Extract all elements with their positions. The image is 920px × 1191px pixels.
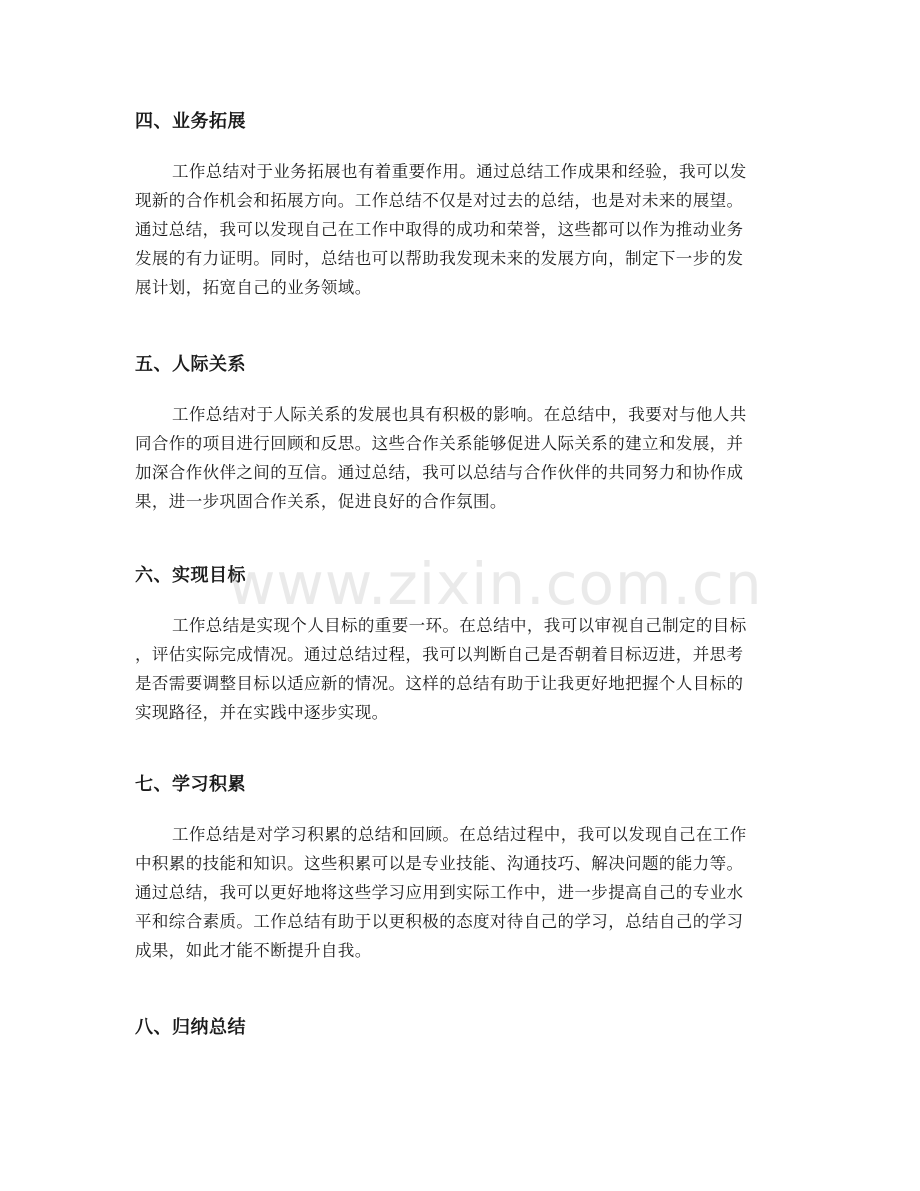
paragraph-line: 发展的有力证明。同时，总结也可以帮助我发现未来的发展方向，制定下一步的发: [135, 249, 744, 268]
watermark-text: www.zixin.com.cn: [228, 550, 763, 618]
section-paragraph-learning-accumulation: [135, 820, 785, 965]
paragraph-line: ，评估实际完成情况。通过总结过程，我可以判断自己是否朝着目标迈进，并思考: [135, 645, 744, 664]
section-heading-business-expansion: 四、业务拓展: [135, 111, 246, 132]
paragraph-line: 是否需要调整目标以适应新的情况。这样的总结有助于让我更好地把握个人目标的: [135, 674, 744, 693]
paragraph-line: 加深合作伙伴之间的互信。通过总结，我可以总结与合作伙伴的共同努力和协作成: [135, 463, 744, 482]
paragraph-line: 现新的合作机会和拓展方向。工作总结不仅是对过去的总结，也是对未来的展望。: [135, 191, 744, 210]
paragraph-line: 实现路径，并在实践中逐步实现。: [135, 703, 389, 722]
section-paragraph-achieve-goals: [135, 611, 785, 727]
paragraph-line: 工作总结是实现个人目标的重要一环。在总结中，我可以审视自己制定的目标: [172, 616, 747, 635]
paragraph-line: 通过总结，我可以更好地将这些学习应用到实际工作中，进一步提高自己的专业水: [135, 883, 744, 902]
paragraph-line: 果，进一步巩固合作关系，促进良好的合作氛围。: [135, 492, 507, 511]
section-heading-achieve-goals: 六、实现目标: [135, 565, 246, 586]
section-paragraph-interpersonal-relations: [135, 400, 785, 516]
paragraph-line: 中积累的技能和知识。这些积累可以是专业技能、沟通技巧、解决问题的能力等。: [135, 854, 744, 873]
paragraph-line: 同合作的项目进行回顾和反思。这些合作关系能够促进人际关系的建立和发展，并: [135, 434, 744, 453]
section-heading-interpersonal-relations: 五、人际关系: [135, 354, 246, 375]
paragraph-line: 工作总结对于业务拓展也有着重要作用。通过总结工作成果和经验，我可以发: [172, 162, 747, 181]
paragraph-line: 展计划，拓宽自己的业务领域。: [135, 278, 372, 297]
paragraph-line: 平和综合素质。工作总结有助于以更积极的态度对待自己的学习，总结自己的学习: [135, 912, 744, 931]
paragraph-line: 成果，如此才能不断提升自我。: [135, 941, 372, 960]
section-paragraph-business-expansion: [135, 157, 785, 302]
section-heading-learning-accumulation: 七、学习积累: [135, 774, 246, 795]
paragraph-line: 工作总结是对学习积累的总结和回顾。在总结过程中，我可以发现自己在工作: [172, 825, 747, 844]
paragraph-line: 工作总结对于人际关系的发展也具有积极的影响。在总结中，我要对与他人共: [172, 405, 747, 424]
section-heading-summary: 八、归纳总结: [135, 1017, 246, 1038]
paragraph-line: 通过总结，我可以发现自己在工作中取得的成功和荣誉，这些都可以作为推动业务: [135, 220, 744, 239]
